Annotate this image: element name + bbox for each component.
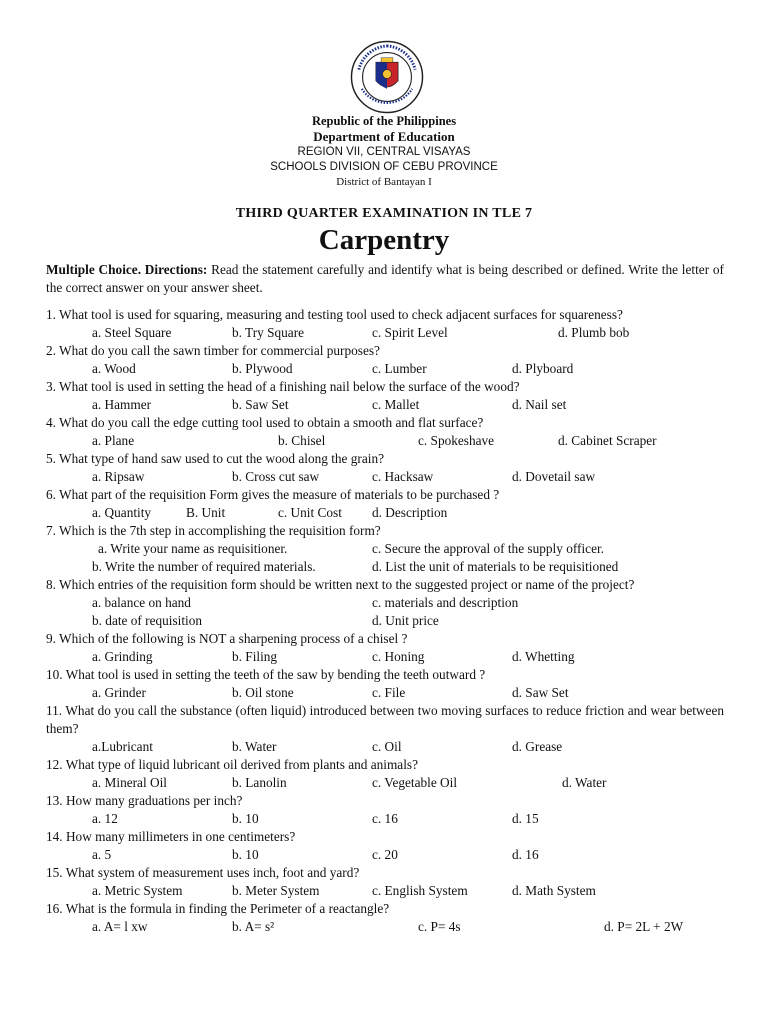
option-row: [46, 504, 724, 522]
answer-option: b. Meter System: [232, 883, 320, 898]
answer-option: b. Plywood: [232, 361, 293, 376]
answer-option: b. Chisel: [278, 433, 326, 448]
answer-option: a. Hammer: [92, 397, 152, 412]
answer-option: d. Description: [372, 505, 448, 520]
question-7: [46, 522, 724, 576]
answer-option: a. Steel Square: [92, 325, 172, 340]
answer-option: c. 20: [372, 847, 398, 862]
question-list: [46, 306, 724, 936]
question-text: 4. What do you call the edge cutting tool used to obtain a smooth and flat surface?: [46, 415, 484, 430]
header-district: District of Bantayan I: [336, 176, 432, 188]
answer-option: c. Spokeshave: [418, 433, 495, 448]
option-row: [46, 774, 724, 792]
answer-option: a. Plane: [92, 433, 135, 448]
question-text: 13. How many graduations per inch?: [46, 793, 243, 808]
question-text: 11. What do you call the substance (often liquid) introduced between two moving surfaces to reduce friction and wear between them?: [46, 703, 724, 736]
option-row: [46, 918, 724, 936]
answer-option: b. 10: [232, 847, 259, 862]
answer-option: d. Nail set: [512, 397, 567, 412]
answer-option: d. Saw Set: [512, 685, 569, 700]
question-text: 7. Which is the 7th step in accomplishing the requisition form?: [46, 523, 381, 538]
question-text: 14. How many millimeters in one centimeters?: [46, 829, 296, 844]
directions-text: Read the statement carefully and identify what is being described or defined. Write the letter of the correct answer on your answer sheet.: [46, 262, 724, 295]
answer-option: d. Cabinet Scraper: [558, 433, 657, 448]
answer-option: c. File: [372, 685, 406, 700]
question-4: [46, 414, 724, 450]
question-6: [46, 486, 724, 522]
question-3: [46, 378, 724, 414]
question-10: [46, 666, 724, 702]
question-11: [46, 702, 724, 756]
answer-option: d. 15: [512, 811, 539, 826]
answer-option: a. Ripsaw: [92, 469, 145, 484]
answer-option: d. Plumb bob: [558, 325, 630, 340]
header-republic: Republic of the Philippines: [311, 114, 457, 128]
question-1: [46, 306, 724, 342]
answer-option: a. balance on hand: [92, 595, 191, 610]
question-text: 12. What type of liquid lubricant oil derived from plants and animals?: [46, 757, 418, 772]
answer-option: c. Spirit Level: [372, 325, 448, 340]
answer-option: a.Lubricant: [92, 739, 153, 754]
question-14: [46, 828, 724, 864]
question-2: [46, 342, 724, 378]
exam-title: THIRD QUARTER EXAMINATION IN TLE 7: [235, 206, 533, 221]
answer-option: c. Oil: [372, 739, 402, 754]
answer-option: c. Hacksaw: [372, 469, 434, 484]
question-text: 6. What part of the requisition Form gives the measure of materials to be purchased ?: [46, 487, 500, 502]
option-row: [46, 594, 724, 612]
question-text: 2. What do you call the sawn timber for commercial purposes?: [46, 343, 380, 358]
answer-option: a. Metric System: [92, 883, 183, 898]
option-row: [46, 324, 724, 342]
question-text: 8. Which entries of the requisition form should be written next to the suggested project or name of the project?: [46, 577, 635, 592]
answer-option: d. Grease: [512, 739, 563, 754]
option-row: [46, 468, 724, 486]
option-row: [46, 810, 724, 828]
directions-label: Multiple Choice. Directions:: [46, 262, 208, 277]
question-13: [46, 792, 724, 828]
question-16: [46, 900, 724, 936]
answer-option: b. 10: [232, 811, 259, 826]
answer-option: c. P= 4s: [418, 919, 461, 934]
question-text: 16. What is the formula in finding the Perimeter of a reactangle?: [46, 901, 390, 916]
directions: [46, 261, 724, 297]
header-region: REGION VII, CENTRAL VISAYAS: [297, 146, 471, 158]
question-text: 5. What type of hand saw used to cut the wood along the grain?: [46, 451, 384, 466]
question-12: [46, 756, 724, 792]
option-row: [46, 738, 724, 756]
answer-option: c. Secure the approval of the supply officer.: [372, 541, 605, 556]
answer-option: b. date of requisition: [92, 613, 203, 628]
answer-option: c. Vegetable Oil: [372, 775, 458, 790]
answer-option: b. Filing: [232, 649, 278, 664]
option-row: [46, 684, 724, 702]
answer-option: d. Plyboard: [512, 361, 574, 376]
answer-option: a. Grinder: [92, 685, 146, 700]
answer-option: a. Write your name as requisitioner.: [98, 541, 288, 556]
header-division: SCHOOLS DIVISION OF CEBU PROVINCE: [270, 161, 498, 173]
answer-option: c. Honing: [372, 649, 425, 664]
answer-option: d. Unit price: [372, 613, 439, 628]
answer-option: c. 16: [372, 811, 398, 826]
answer-option: b. Lanolin: [232, 775, 287, 790]
option-row: [46, 846, 724, 864]
answer-option: a. Mineral Oil: [92, 775, 167, 790]
option-row: [46, 648, 724, 666]
question-text: 3. What tool is used in setting the head of a finishing nail below the surface of the wood?: [46, 379, 520, 394]
option-row: [46, 540, 724, 558]
option-row: [46, 360, 724, 378]
answer-option: d. Whetting: [512, 649, 575, 664]
option-row: [46, 432, 724, 450]
answer-option: d. 16: [512, 847, 539, 862]
answer-option: b. Write the number of required materials.: [92, 559, 316, 574]
deped-seal-logo: [350, 40, 424, 114]
answer-option: b. A= s²: [232, 919, 275, 934]
question-9: [46, 630, 724, 666]
answer-option: d. Math System: [512, 883, 596, 898]
question-5: [46, 450, 724, 486]
answer-option: a. 5: [92, 847, 112, 862]
answer-option: a. Quantity: [92, 505, 152, 520]
answer-option: a. Grinding: [92, 649, 153, 664]
answer-option: a. Wood: [92, 361, 136, 376]
answer-option: a. A= l xw: [92, 919, 148, 934]
question-text: 1. What tool is used for squaring, measuring and testing tool used to check adjacent surfaces for squareness?: [46, 307, 623, 322]
answer-option: b. Saw Set: [232, 397, 289, 412]
answer-option: c. materials and description: [372, 595, 519, 610]
answer-option: b. Try Square: [232, 325, 305, 340]
answer-option: b. Water: [232, 739, 277, 754]
subject-title: Carpentry: [318, 224, 450, 256]
question-text: 10. What tool is used in setting the teeth of the saw by bending the teeth outward ?: [46, 667, 486, 682]
answer-option: d. Water: [562, 775, 607, 790]
option-row: [46, 396, 724, 414]
option-row: [46, 882, 724, 900]
question-text: 9. Which of the following is NOT a sharpening process of a chisel ?: [46, 631, 408, 646]
question-15: [46, 864, 724, 900]
option-row: [46, 558, 724, 576]
question-text: 15. What system of measurement uses inch, foot and yard?: [46, 865, 360, 880]
answer-option: b. Cross cut saw: [232, 469, 320, 484]
answer-option: c. Lumber: [372, 361, 427, 376]
answer-option: b. Oil stone: [232, 685, 294, 700]
answer-option: c. English System: [372, 883, 468, 898]
header-department: Department of Education: [313, 129, 455, 144]
answer-option: c. Mallet: [372, 397, 420, 412]
question-8: [46, 576, 724, 630]
answer-option: d. P= 2L + 2W: [604, 919, 684, 934]
option-row: [46, 612, 724, 630]
answer-option: d. Dovetail saw: [512, 469, 596, 484]
answer-option: c. Unit Cost: [278, 505, 342, 520]
answer-option: B. Unit: [186, 505, 226, 520]
answer-option: a. 12: [92, 811, 118, 826]
answer-option: d. List the unit of materials to be requisitioned: [372, 559, 619, 574]
